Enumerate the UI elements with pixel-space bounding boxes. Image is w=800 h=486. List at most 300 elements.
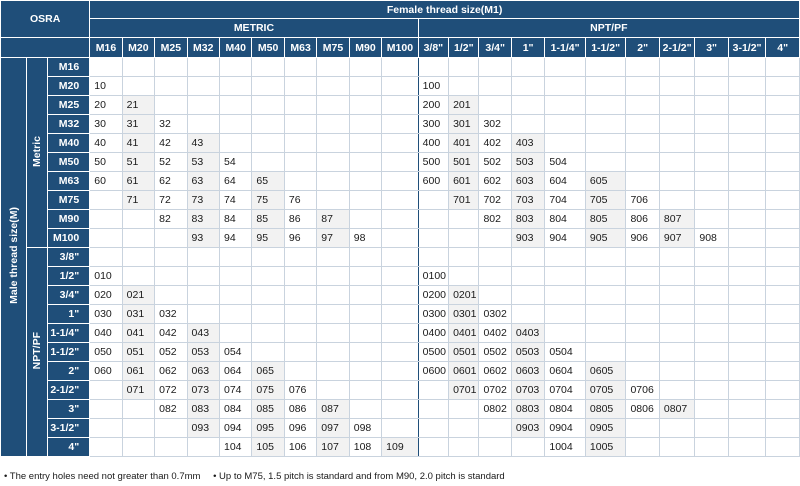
table-row — [1, 286, 800, 305]
table-cell — [626, 305, 659, 324]
table-cell — [728, 267, 766, 286]
table-row — [1, 248, 800, 267]
table-cell — [659, 77, 694, 96]
table-cell — [382, 324, 418, 343]
table-cell: 0402 — [479, 324, 511, 343]
table-cell — [728, 134, 766, 153]
npt-row-group-label — [27, 248, 47, 457]
table-cell: 402 — [479, 134, 511, 153]
table-cell — [626, 172, 659, 191]
table-cell — [284, 343, 316, 362]
table-cell: 62 — [155, 172, 187, 191]
table-cell: 32 — [155, 115, 187, 134]
table-cell: 804 — [545, 210, 586, 229]
row-header: M16 — [47, 58, 90, 77]
table-cell: 043 — [187, 324, 219, 343]
table-cell: 050 — [90, 343, 122, 362]
table-cell — [659, 324, 694, 343]
row-header: 4" — [47, 438, 90, 457]
table-cell — [187, 438, 219, 457]
column-header: 1/2" — [449, 38, 479, 58]
table-cell — [187, 305, 219, 324]
table-cell: 41 — [122, 134, 154, 153]
table-cell — [317, 191, 349, 210]
table-cell: 0604 — [545, 362, 586, 381]
table-cell: 53 — [187, 153, 219, 172]
row-header: M40 — [47, 134, 90, 153]
table-cell — [728, 324, 766, 343]
table-cell — [545, 305, 586, 324]
table-cell — [449, 248, 479, 267]
column-header: 3/4" — [479, 38, 511, 58]
table-cell — [449, 210, 479, 229]
table-cell: 600 — [418, 172, 448, 191]
table-cell — [659, 191, 694, 210]
table-cell: 075 — [252, 381, 284, 400]
table-cell — [545, 115, 586, 134]
table-cell: 085 — [252, 400, 284, 419]
table-cell: 1004 — [545, 438, 586, 457]
note-entry-holes: • The entry holes need not greater than 0.7mm — [4, 471, 201, 482]
table-cell: 087 — [317, 400, 349, 419]
table-cell — [317, 77, 349, 96]
column-header: 4" — [766, 38, 800, 58]
table-cell — [695, 438, 728, 457]
table-cell: 0706 — [626, 381, 659, 400]
table-cell — [585, 343, 626, 362]
table-cell — [766, 362, 800, 381]
table-cell: 51 — [122, 153, 154, 172]
column-header: 1" — [511, 38, 544, 58]
table-cell — [585, 324, 626, 343]
table-cell — [252, 286, 284, 305]
table-cell: 094 — [219, 419, 251, 438]
table-cell — [122, 267, 154, 286]
table-cell — [317, 172, 349, 191]
npt-row-group-text: NPT/PF — [30, 331, 43, 370]
table-cell: 0802 — [479, 400, 511, 419]
table-cell — [349, 77, 381, 96]
table-cell: 0804 — [545, 400, 586, 419]
table-cell: 907 — [659, 229, 694, 248]
note-pitch: • Up to M75, 1.5 pitch is standard and from M90, 2.0 pitch is standard — [213, 471, 505, 482]
table-row — [1, 343, 800, 362]
table-cell — [695, 419, 728, 438]
table-row — [1, 115, 800, 134]
table-cell: 032 — [155, 305, 187, 324]
table-cell — [695, 381, 728, 400]
table-cell — [349, 96, 381, 115]
table-cell: 073 — [187, 381, 219, 400]
table-cell — [695, 134, 728, 153]
table-cell — [626, 115, 659, 134]
row-header: M63 — [47, 172, 90, 191]
table-cell — [382, 96, 418, 115]
table-cell: 042 — [155, 324, 187, 343]
table-cell — [449, 267, 479, 286]
table-cell: 065 — [252, 362, 284, 381]
table-cell — [695, 210, 728, 229]
table-cell: 0502 — [479, 343, 511, 362]
row-header: M32 — [47, 115, 90, 134]
table-cell — [219, 77, 251, 96]
table-cell — [626, 324, 659, 343]
table-cell: 84 — [219, 210, 251, 229]
table-cell: 061 — [122, 362, 154, 381]
table-cell: 302 — [479, 115, 511, 134]
table-cell: 603 — [511, 172, 544, 191]
table-cell: 0705 — [585, 381, 626, 400]
table-cell — [349, 305, 381, 324]
column-header: M100 — [382, 38, 418, 58]
table-cell: 30 — [90, 115, 122, 134]
table-cell — [449, 438, 479, 457]
table-cell — [695, 58, 728, 77]
table-cell: 64 — [219, 172, 251, 191]
table-cell: 503 — [511, 153, 544, 172]
table-row — [1, 267, 800, 286]
table-cell — [187, 96, 219, 115]
table-cell: 020 — [90, 286, 122, 305]
table-cell — [252, 305, 284, 324]
metric-row-group-label — [27, 58, 47, 248]
column-header: M50 — [252, 38, 284, 58]
table-cell — [479, 77, 511, 96]
table-cell — [252, 77, 284, 96]
column-header: 3-1/2" — [728, 38, 766, 58]
table-cell — [659, 286, 694, 305]
table-cell — [449, 400, 479, 419]
row-header: 3/8" — [47, 248, 90, 267]
table-cell — [695, 153, 728, 172]
table-cell: 63 — [187, 172, 219, 191]
table-cell: 42 — [155, 134, 187, 153]
table-cell — [382, 191, 418, 210]
table-cell — [382, 362, 418, 381]
table-row — [1, 58, 800, 77]
table-cell — [728, 286, 766, 305]
table-row — [1, 172, 800, 191]
table-cell: 705 — [585, 191, 626, 210]
table-cell — [349, 58, 381, 77]
column-header: 3/8" — [418, 38, 448, 58]
table-cell — [626, 134, 659, 153]
table-cell: 104 — [219, 438, 251, 457]
table-cell: 300 — [418, 115, 448, 134]
table-cell: 805 — [585, 210, 626, 229]
table-cell — [766, 305, 800, 324]
table-cell — [317, 96, 349, 115]
table-cell — [252, 58, 284, 77]
table-cell: 96 — [284, 229, 316, 248]
table-cell: 807 — [659, 210, 694, 229]
table-cell — [252, 96, 284, 115]
table-cell — [382, 419, 418, 438]
table-cell — [122, 229, 154, 248]
table-cell — [349, 381, 381, 400]
table-cell: 052 — [155, 343, 187, 362]
table-cell: 20 — [90, 96, 122, 115]
table-cell: 030 — [90, 305, 122, 324]
table-cell — [626, 153, 659, 172]
table-cell: 82 — [155, 210, 187, 229]
column-header: M75 — [317, 38, 349, 58]
table-cell — [766, 324, 800, 343]
table-cell — [479, 58, 511, 77]
table-cell: 21 — [122, 96, 154, 115]
table-cell: 031 — [122, 305, 154, 324]
table-cell: 107 — [317, 438, 349, 457]
row-header: 1/2" — [47, 267, 90, 286]
table-cell: 605 — [585, 172, 626, 191]
table-cell: 1005 — [585, 438, 626, 457]
table-cell — [90, 191, 122, 210]
row-header: M75 — [47, 191, 90, 210]
table-row — [1, 419, 800, 438]
table-row — [1, 77, 800, 96]
row-header: 1-1/2" — [47, 343, 90, 362]
row-header: M90 — [47, 210, 90, 229]
column-header: M40 — [219, 38, 251, 58]
table-cell — [659, 381, 694, 400]
table-cell — [187, 267, 219, 286]
table-cell: 0806 — [626, 400, 659, 419]
table-cell — [284, 362, 316, 381]
table-cell — [382, 172, 418, 191]
table-cell — [252, 134, 284, 153]
table-cell — [479, 286, 511, 305]
table-cell — [284, 96, 316, 115]
column-header: M25 — [155, 38, 187, 58]
table-cell — [728, 210, 766, 229]
table-cell — [585, 153, 626, 172]
table-cell: 0403 — [511, 324, 544, 343]
table-cell — [382, 305, 418, 324]
table-cell: 105 — [252, 438, 284, 457]
table-cell — [695, 362, 728, 381]
table-cell: 106 — [284, 438, 316, 457]
table-cell: 084 — [219, 400, 251, 419]
table-cell: 301 — [449, 115, 479, 134]
corner-label: OSRA — [1, 1, 90, 38]
table-cell: 50 — [90, 153, 122, 172]
footnotes — [4, 471, 515, 482]
table-cell — [382, 210, 418, 229]
column-header: 3" — [695, 38, 728, 58]
table-cell: 096 — [284, 419, 316, 438]
table-row — [1, 381, 800, 400]
table-cell: 904 — [545, 229, 586, 248]
column-header: M16 — [90, 38, 122, 58]
table-cell — [317, 381, 349, 400]
table-cell — [317, 267, 349, 286]
table-cell — [284, 115, 316, 134]
table-cell: 31 — [122, 115, 154, 134]
row-header: M50 — [47, 153, 90, 172]
table-cell — [449, 58, 479, 77]
table-cell: 701 — [449, 191, 479, 210]
table-cell — [90, 419, 122, 438]
table-cell: 803 — [511, 210, 544, 229]
table-cell — [511, 77, 544, 96]
table-cell: 0702 — [479, 381, 511, 400]
table-cell: 85 — [252, 210, 284, 229]
table-cell — [122, 210, 154, 229]
table-cell: 40 — [90, 134, 122, 153]
table-cell: 010 — [90, 267, 122, 286]
table-cell — [766, 438, 800, 457]
table-cell — [252, 153, 284, 172]
table-cell — [695, 267, 728, 286]
table-row — [1, 134, 800, 153]
table-cell: 86 — [284, 210, 316, 229]
table-row — [1, 362, 800, 381]
table-cell — [252, 343, 284, 362]
table-cell — [449, 229, 479, 248]
table-cell — [122, 419, 154, 438]
table-cell — [585, 115, 626, 134]
table-cell — [728, 172, 766, 191]
table-cell — [349, 191, 381, 210]
table-cell: 95 — [252, 229, 284, 248]
table-cell — [418, 229, 448, 248]
table-cell — [122, 77, 154, 96]
table-cell — [90, 248, 122, 267]
row-header: M100 — [47, 229, 90, 248]
table-cell — [382, 115, 418, 134]
table-cell: 43 — [187, 134, 219, 153]
table-cell — [382, 58, 418, 77]
table-cell — [728, 191, 766, 210]
table-row — [1, 400, 800, 419]
table-cell — [90, 400, 122, 419]
table-cell — [284, 77, 316, 96]
table-cell: 100 — [418, 77, 448, 96]
table-cell: 0603 — [511, 362, 544, 381]
table-cell — [349, 400, 381, 419]
column-header: 2-1/2" — [659, 38, 694, 58]
table-cell: 071 — [122, 381, 154, 400]
table-cell — [728, 305, 766, 324]
table-cell — [695, 115, 728, 134]
table-cell: 0807 — [659, 400, 694, 419]
table-cell — [626, 343, 659, 362]
table-cell — [766, 286, 800, 305]
table-cell — [449, 419, 479, 438]
table-cell — [695, 286, 728, 305]
table-cell: 0605 — [585, 362, 626, 381]
table-cell: 0500 — [418, 343, 448, 362]
table-cell: 0905 — [585, 419, 626, 438]
table-cell — [585, 134, 626, 153]
table-cell: 704 — [545, 191, 586, 210]
table-cell — [349, 286, 381, 305]
table-cell — [252, 267, 284, 286]
table-cell — [479, 419, 511, 438]
table-cell — [284, 286, 316, 305]
table-cell — [511, 58, 544, 77]
table-cell — [382, 248, 418, 267]
table-cell — [317, 58, 349, 77]
column-header-spacer — [1, 38, 90, 58]
table-cell — [349, 324, 381, 343]
table-cell: 10 — [90, 77, 122, 96]
table-cell: 021 — [122, 286, 154, 305]
table-cell — [284, 58, 316, 77]
table-cell — [418, 248, 448, 267]
table-cell — [479, 438, 511, 457]
table-cell — [155, 248, 187, 267]
table-cell — [585, 267, 626, 286]
table-cell — [155, 77, 187, 96]
table-cell: 062 — [155, 362, 187, 381]
table-cell: 54 — [219, 153, 251, 172]
table-cell: 0100 — [418, 267, 448, 286]
table-cell — [659, 153, 694, 172]
table-cell — [187, 248, 219, 267]
table-cell: 0803 — [511, 400, 544, 419]
column-header: M32 — [187, 38, 219, 58]
table-cell — [728, 400, 766, 419]
table-cell — [728, 362, 766, 381]
table-cell: 095 — [252, 419, 284, 438]
table-cell — [695, 172, 728, 191]
table-cell — [90, 229, 122, 248]
table-cell — [766, 134, 800, 153]
metric-group-header: METRIC — [90, 19, 418, 38]
table-cell — [659, 343, 694, 362]
table-cell — [695, 305, 728, 324]
table-cell: 074 — [219, 381, 251, 400]
table-cell — [349, 134, 381, 153]
table-cell — [585, 96, 626, 115]
table-cell: 703 — [511, 191, 544, 210]
table-cell: 093 — [187, 419, 219, 438]
table-cell: 906 — [626, 229, 659, 248]
table-cell — [766, 153, 800, 172]
table-cell: 0301 — [449, 305, 479, 324]
table-cell: 0501 — [449, 343, 479, 362]
table-row — [1, 438, 800, 457]
table-cell — [659, 362, 694, 381]
table-cell — [479, 248, 511, 267]
table-cell — [317, 343, 349, 362]
table-cell — [155, 438, 187, 457]
table-cell — [349, 210, 381, 229]
table-cell — [585, 305, 626, 324]
table-cell — [511, 286, 544, 305]
table-cell — [659, 172, 694, 191]
row-header: M25 — [47, 96, 90, 115]
table-cell — [695, 191, 728, 210]
table-cell: 98 — [349, 229, 381, 248]
table-cell — [382, 77, 418, 96]
column-header: 1-1/2" — [585, 38, 626, 58]
table-cell — [187, 286, 219, 305]
table-cell — [252, 248, 284, 267]
table-cell — [545, 134, 586, 153]
row-header: 3/4" — [47, 286, 90, 305]
table-cell — [766, 96, 800, 115]
table-cell: 908 — [695, 229, 728, 248]
table-cell — [219, 96, 251, 115]
table-cell — [284, 172, 316, 191]
table-cell: 040 — [90, 324, 122, 343]
table-cell — [349, 267, 381, 286]
table-cell — [728, 229, 766, 248]
table-cell — [766, 400, 800, 419]
table-cell — [349, 172, 381, 191]
